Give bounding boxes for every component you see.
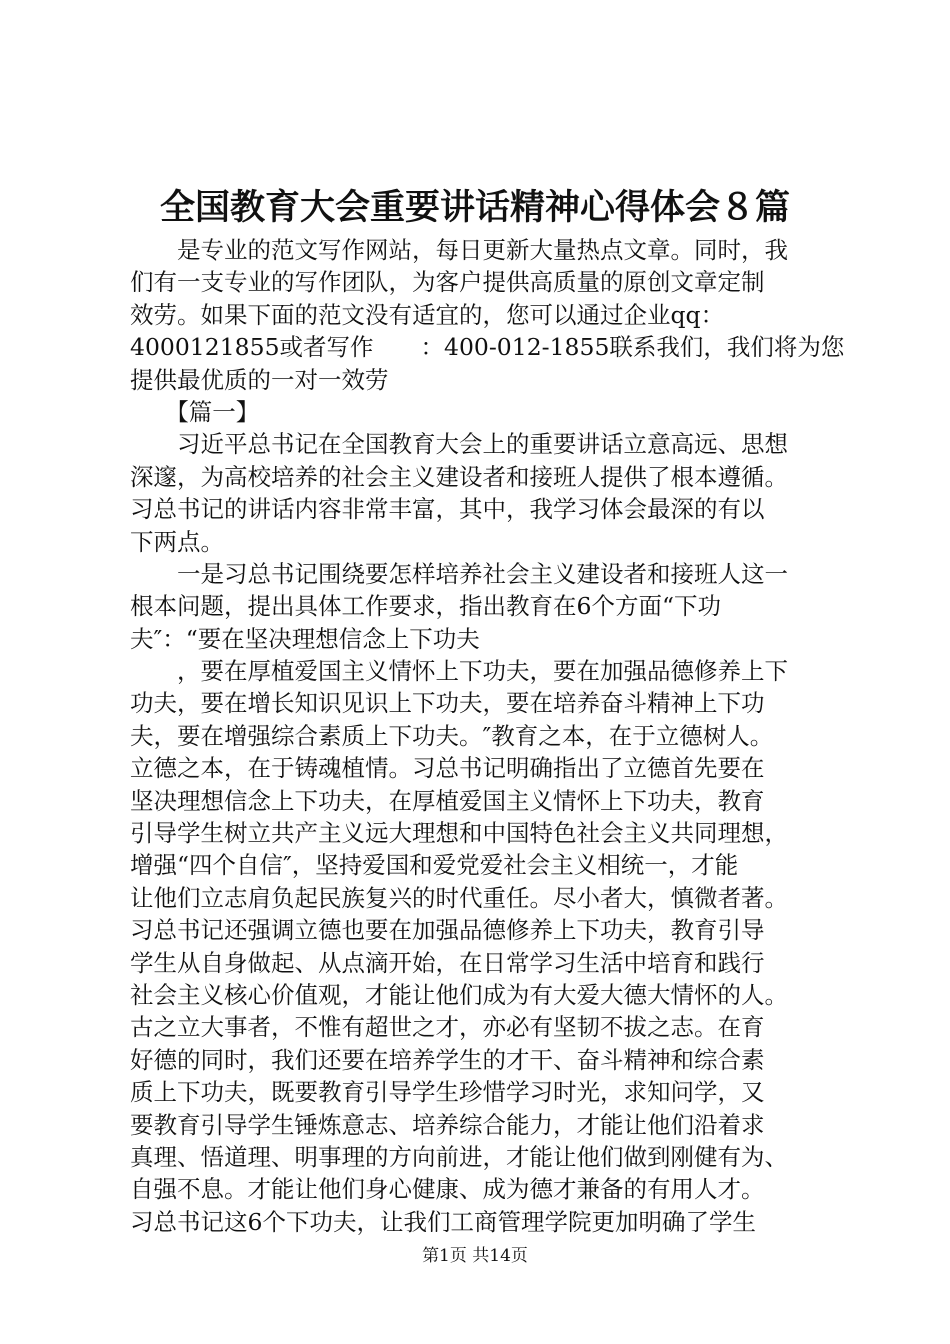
body-line: 坚决理想信念上下功夫，在厚植爱国主义情怀上下功夫，教育 [130,786,765,815]
body-line: 古之立大事者，不惟有超世之才，亦必有坚韧不拔之志。在育 [130,1013,765,1042]
body-line: 深邃，为高校培养的社会主义建设者和接班人提供了根本遵循。 [130,462,788,491]
body-line: 夫，要在增强综合素质上下功夫。″教育之本，在于立德树人。 [130,721,774,750]
body-line: 真理、悟道理、明事理的方向前进，才能让他们做到刚健有为、 [130,1142,788,1171]
body-line: 提供最优质的一对一效劳 [130,365,389,394]
body-line: 根本问题，提出具体工作要求，指出教育在6个方面“下功 [130,592,721,621]
body-line: 自强不息。才能让他们身心健康、成为德才兼备的有用人才。 [130,1175,765,1204]
body-line: 社会主义核心价值观，才能让他们成为有大爱大德大情怀的人。 [130,980,788,1009]
body-line: 质上下功夫，既要教育引导学生珍惜学习时光，求知问学，又 [130,1078,765,1107]
body-line: 好德的同时，我们还要在培养学生的才干、奋斗精神和综合素 [130,1045,765,1074]
body-line: 下两点。 [130,527,224,556]
body-line: 要教育引导学生锤炼意志、培养综合能力，才能让他们沿着求 [130,1110,765,1139]
body-line: 习近平总书记在全国教育大会上的重要讲话立意高远、思想 [130,430,788,459]
body-line: 习总书记的讲话内容非常丰富，其中，我学习体会最深的有以 [130,495,765,524]
body-line: 们有一支专业的写作团队，为客户提供高质量的原创文章定制 [130,268,765,297]
body-line: 效劳。如果下面的范文没有适宜的，您可以通过企业qq： [130,300,725,329]
body-line: 功夫，要在增长知识见识上下功夫，要在培养奋斗精神上下功 [130,689,765,718]
document-body [130,234,845,1238]
body-line: 学生从自身做起、从点滴开始，在日常学习生活中培育和践行 [130,948,765,977]
page-number-footer: 第1页 共14页 [422,1246,528,1266]
body-line: 习总书记还强调立德也要在加强品德修养上下功夫，教育引导 [130,916,765,945]
body-line: 一是习总书记围绕要怎样培养社会主义建设者和接班人这一 [130,559,788,588]
body-line: ，要在厚植爱国主义情怀上下功夫，要在加强品德修养上下 [130,657,788,686]
body-line: 4000121855或者写作 ：400-012-1855联系我们，我们将为您 [130,333,845,362]
body-line: 习总书记这6个下功夫，让我们工商管理学院更加明确了学生 [130,1207,756,1236]
body-line: 立德之本，在于铸魂植情。习总书记明确指出了立德首先要在 [130,754,765,783]
body-line: 让他们立志肩负起民族复兴的时代重任。尽小者大，慎微者著。 [130,883,788,912]
body-line: 增强“四个自信″，坚持爱国和爱党爱社会主义相统一，才能 [130,851,739,880]
section-heading: 【篇一】 [130,397,260,426]
body-line: 引导学生树立共产主义远大理想和中国特色社会主义共同理想， [130,819,788,848]
body-line: 是专业的范文写作网站，每日更新大量热点文章。同时，我 [130,236,788,264]
document-title: 全国教育大会重要讲话精神心得体会８篇 [159,187,790,228]
body-line: 夫″：“要在坚决理想信念上下功夫 [130,624,480,653]
